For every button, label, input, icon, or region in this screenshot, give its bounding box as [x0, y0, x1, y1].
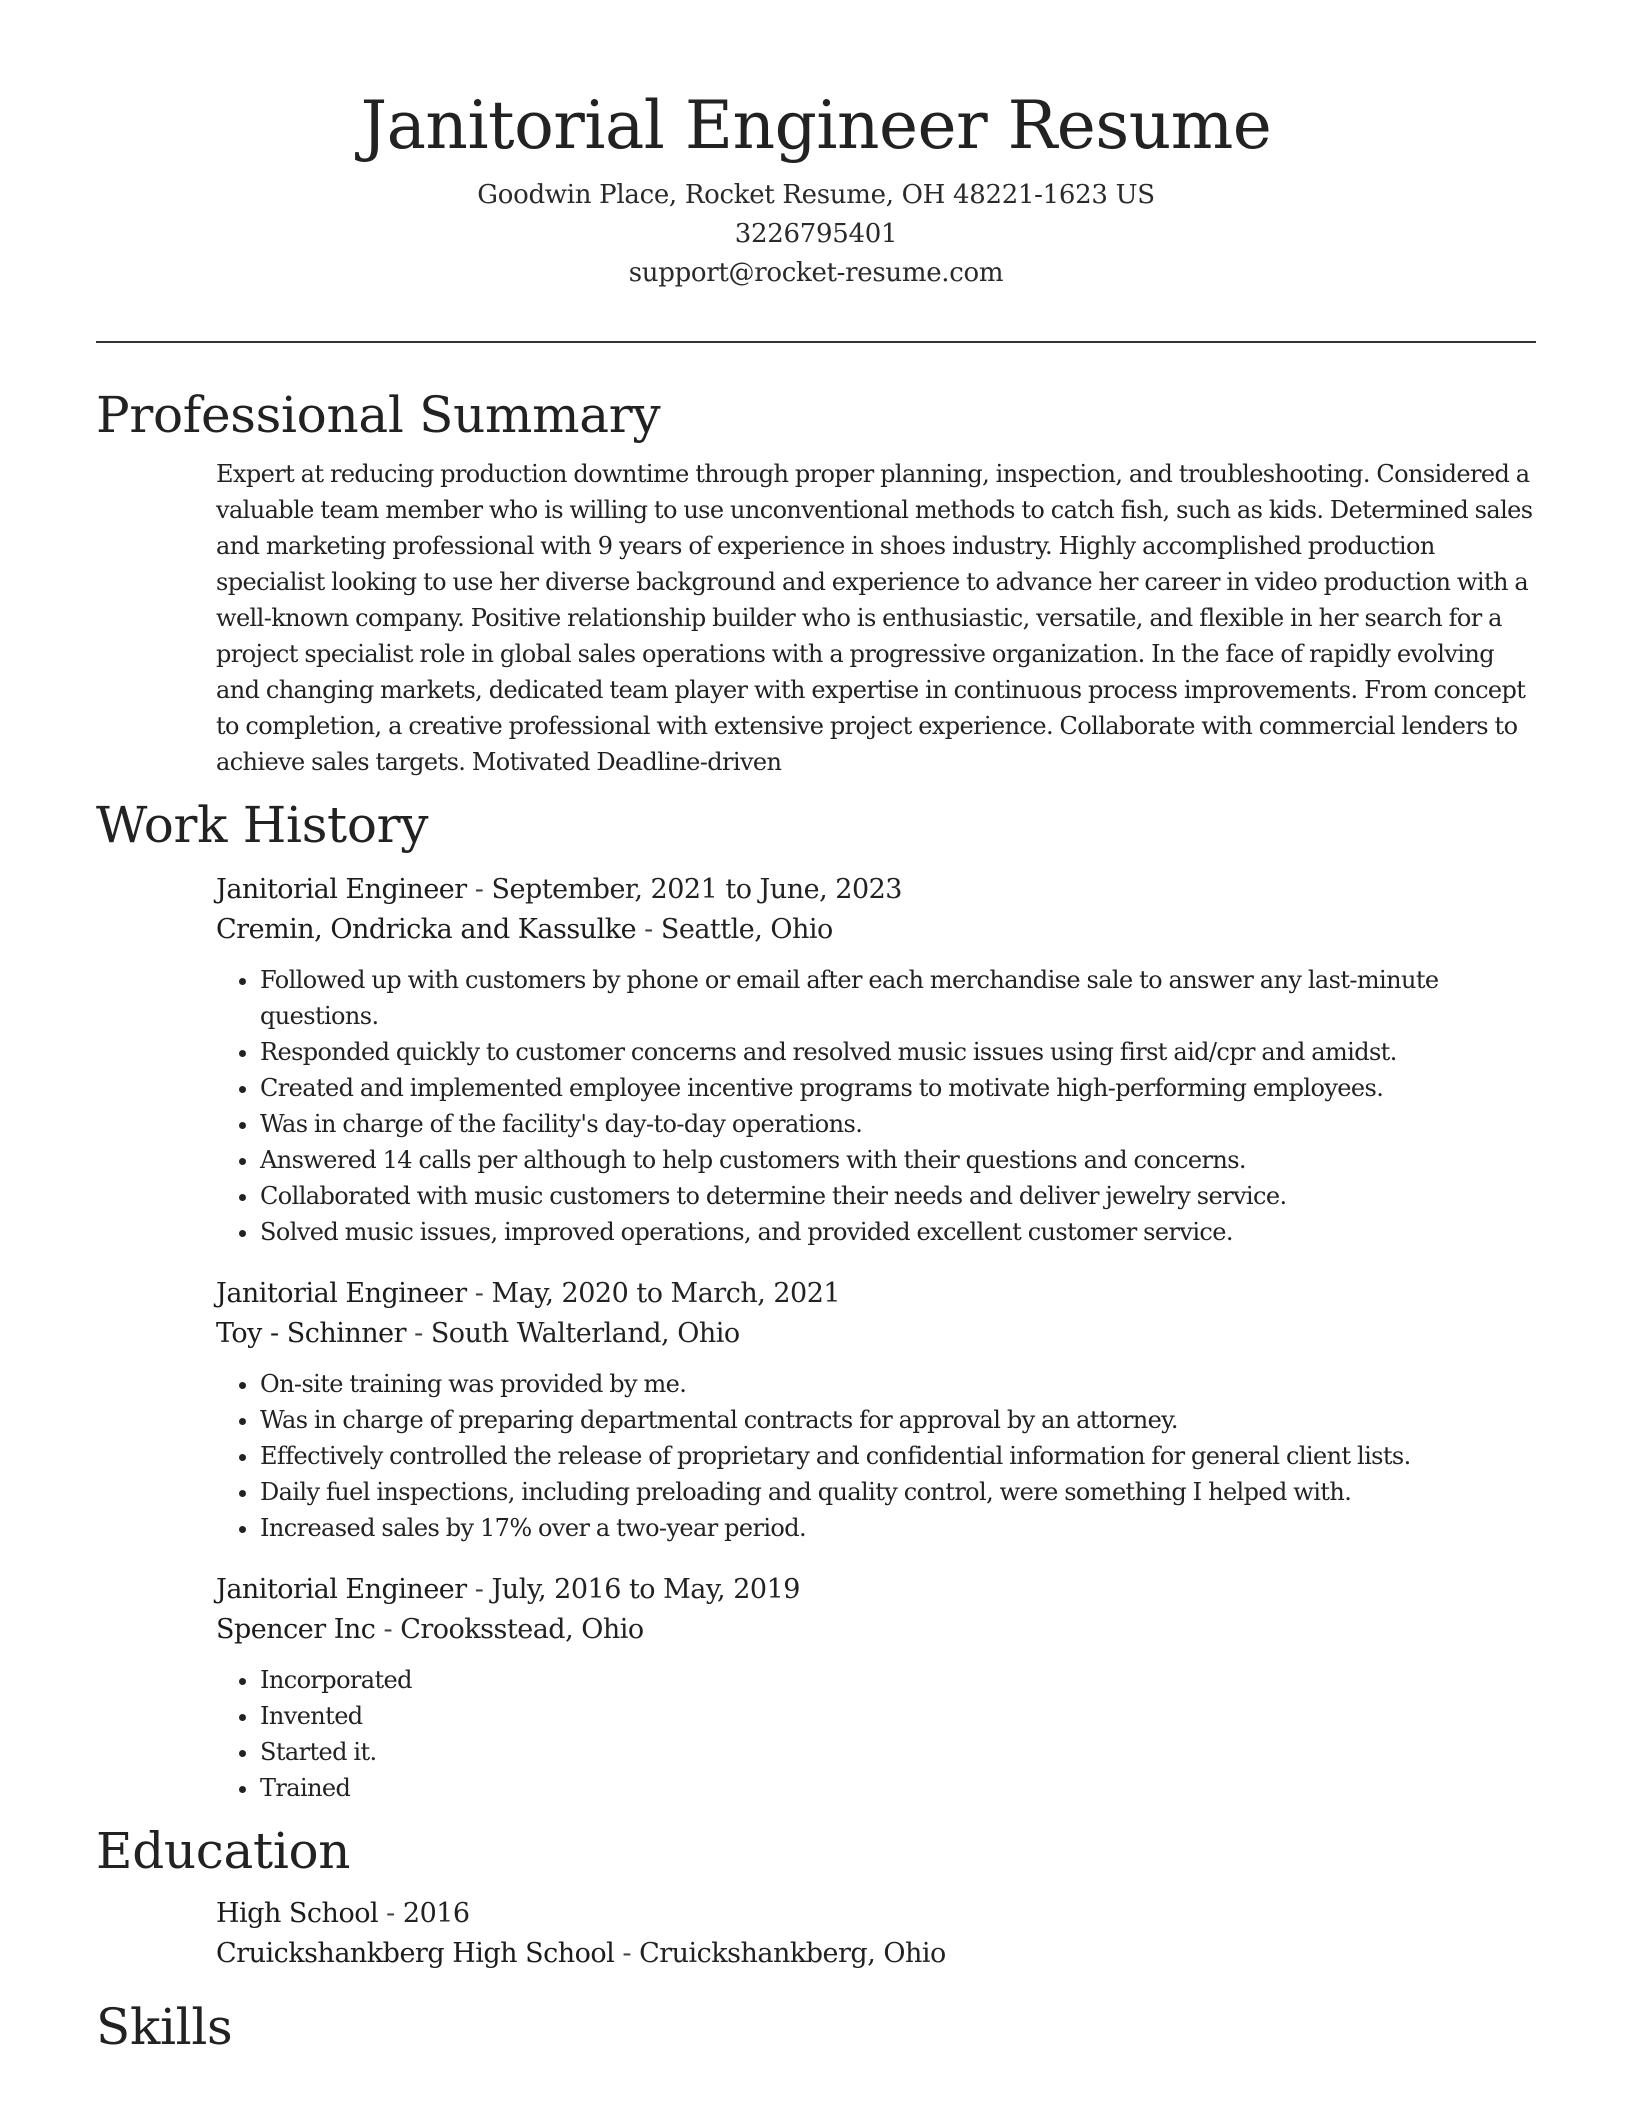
job-bullets	[216, 1662, 1536, 1806]
job-dates: September, 2021 to June, 2023	[491, 874, 902, 905]
job-title: Janitorial Engineer	[216, 874, 467, 905]
separator: -	[466, 1278, 492, 1309]
education-school: Cruickshankberg High School	[216, 1938, 615, 1969]
job-company-line	[216, 1610, 1536, 1650]
job-bullet: • Solved music issues, improved operations, and provided excellent customer service.	[260, 1214, 1536, 1250]
separator: -	[466, 1574, 492, 1605]
job-bullet: • Was in charge of preparing departmental contracts for approval by an attorney.	[260, 1402, 1536, 1438]
education-year: 2016	[402, 1898, 470, 1929]
job-location: Crooksstead, Ohio	[400, 1614, 644, 1645]
job-location: South Walterland, Ohio	[430, 1318, 740, 1349]
job-bullet: • Responded quickly to customer concerns and resolved music issues using first aid/cpr and amidst.	[260, 1034, 1536, 1070]
work-history-heading: Work History	[96, 796, 429, 854]
education-degree: High School	[216, 1898, 379, 1929]
job-bullet: • Effectively controlled the release of proprietary and confidential information for general client lists.	[260, 1438, 1536, 1474]
job-dates: July, 2016 to May, 2019	[491, 1574, 800, 1605]
job-bullet: • Created and implemented employee incentive programs to motivate high-performing employees.	[260, 1070, 1536, 1106]
skills-section	[96, 1992, 1536, 2062]
resume-header	[96, 80, 1536, 293]
job-company-line	[216, 910, 1536, 950]
summary-body	[216, 456, 1536, 780]
resume-content	[96, 380, 1536, 2062]
job-title-line	[216, 1274, 1536, 1314]
job-bullet: • Collaborated with music customers to determine their needs and deliver jewelry service.	[260, 1178, 1536, 1214]
separator: -	[614, 1938, 640, 1969]
education-school-line	[216, 1934, 1536, 1974]
education-location: Cruickshankberg, Ohio	[639, 1938, 946, 1969]
job-entry	[216, 1570, 1536, 1806]
job-bullets	[216, 1366, 1536, 1546]
summary-heading: Professional Summary	[96, 386, 661, 444]
work-history-section	[96, 790, 1536, 1806]
job-bullet: • Started it.	[260, 1734, 1536, 1770]
job-bullet: • Incorporated	[260, 1662, 1536, 1698]
job-bullet: • Daily fuel inspections, including preloading and quality control, were something I helped with.	[260, 1474, 1536, 1510]
separator: -	[375, 1614, 401, 1645]
job-dates: May, 2020 to March, 2021	[491, 1278, 841, 1309]
job-company: Toy - Schinner	[216, 1318, 407, 1349]
job-bullet: • Was in charge of the facility's day-to-day operations.	[260, 1106, 1536, 1142]
job-location: Seattle, Ohio	[660, 914, 833, 945]
education-body	[216, 1894, 1536, 1974]
job-bullet: • Answered 14 calls per although to help customers with their questions and concerns.	[260, 1142, 1536, 1178]
education-degree-line	[216, 1894, 1536, 1934]
resume-title: Janitorial Engineer Resume	[360, 87, 1272, 164]
contact-address: Goodwin Place, Rocket Resume, OH 48221-1623 US	[477, 180, 1155, 210]
job-company: Cremin, Ondricka and Kassulke	[216, 914, 637, 945]
job-title: Janitorial Engineer	[216, 1278, 467, 1309]
contact-email: support@rocket-resume.com	[628, 258, 1004, 288]
separator: -	[406, 1318, 431, 1349]
job-bullets	[216, 962, 1536, 1250]
work-history-body	[216, 870, 1536, 1806]
separator: -	[466, 874, 492, 905]
job-company: Spencer Inc	[216, 1614, 376, 1645]
job-entry	[216, 870, 1536, 1250]
summary-section	[96, 380, 1536, 780]
summary-text: Expert at reducing production downtime through proper planning, inspection, and troubleshooting. Considered a valuable team member who is willing to use unconventional methods to catch fish, such as kids. Determined sales and marketing professional with 9 years of experience in shoes industry. Highly accomplished production specialist looking to use her diverse background and experience to advance her career in video production with a well-known company. Positive relationship builder who is enthusiastic, versatile, and flexible in her search for a project specialist role in global sales operations with a progressive organization. In the face of rapidly evolving and changing markets, dedicated team player with expertise in continuous process improvements. From concept to completion, a creative professional with extensive project experience. Collaborate with commercial lenders to achieve sales targets. Motivated Deadline-driven	[216, 460, 1533, 776]
header-divider	[96, 341, 1536, 343]
job-bullet: • Invented	[260, 1698, 1536, 1734]
job-company-line	[216, 1314, 1536, 1354]
education-section	[96, 1816, 1536, 1974]
job-bullet: • Followed up with customers by phone or email after each merchandise sale to answer any last-minute questions.	[260, 962, 1536, 1034]
separator: -	[378, 1898, 403, 1929]
job-bullet: • On-site training was provided by me.	[260, 1366, 1536, 1402]
job-title-line	[216, 1570, 1536, 1610]
job-bullet: • Increased sales by 17% over a two-year period.	[260, 1510, 1536, 1546]
job-title: Janitorial Engineer	[216, 1574, 467, 1605]
job-bullet: • Trained	[260, 1770, 1536, 1806]
job-entry	[216, 1274, 1536, 1546]
job-title-line	[216, 870, 1536, 910]
separator: -	[636, 914, 661, 945]
education-heading: Education	[96, 1822, 351, 1880]
contact-phone: 3226795401	[734, 219, 898, 249]
skills-heading: Skills	[96, 1998, 233, 2056]
